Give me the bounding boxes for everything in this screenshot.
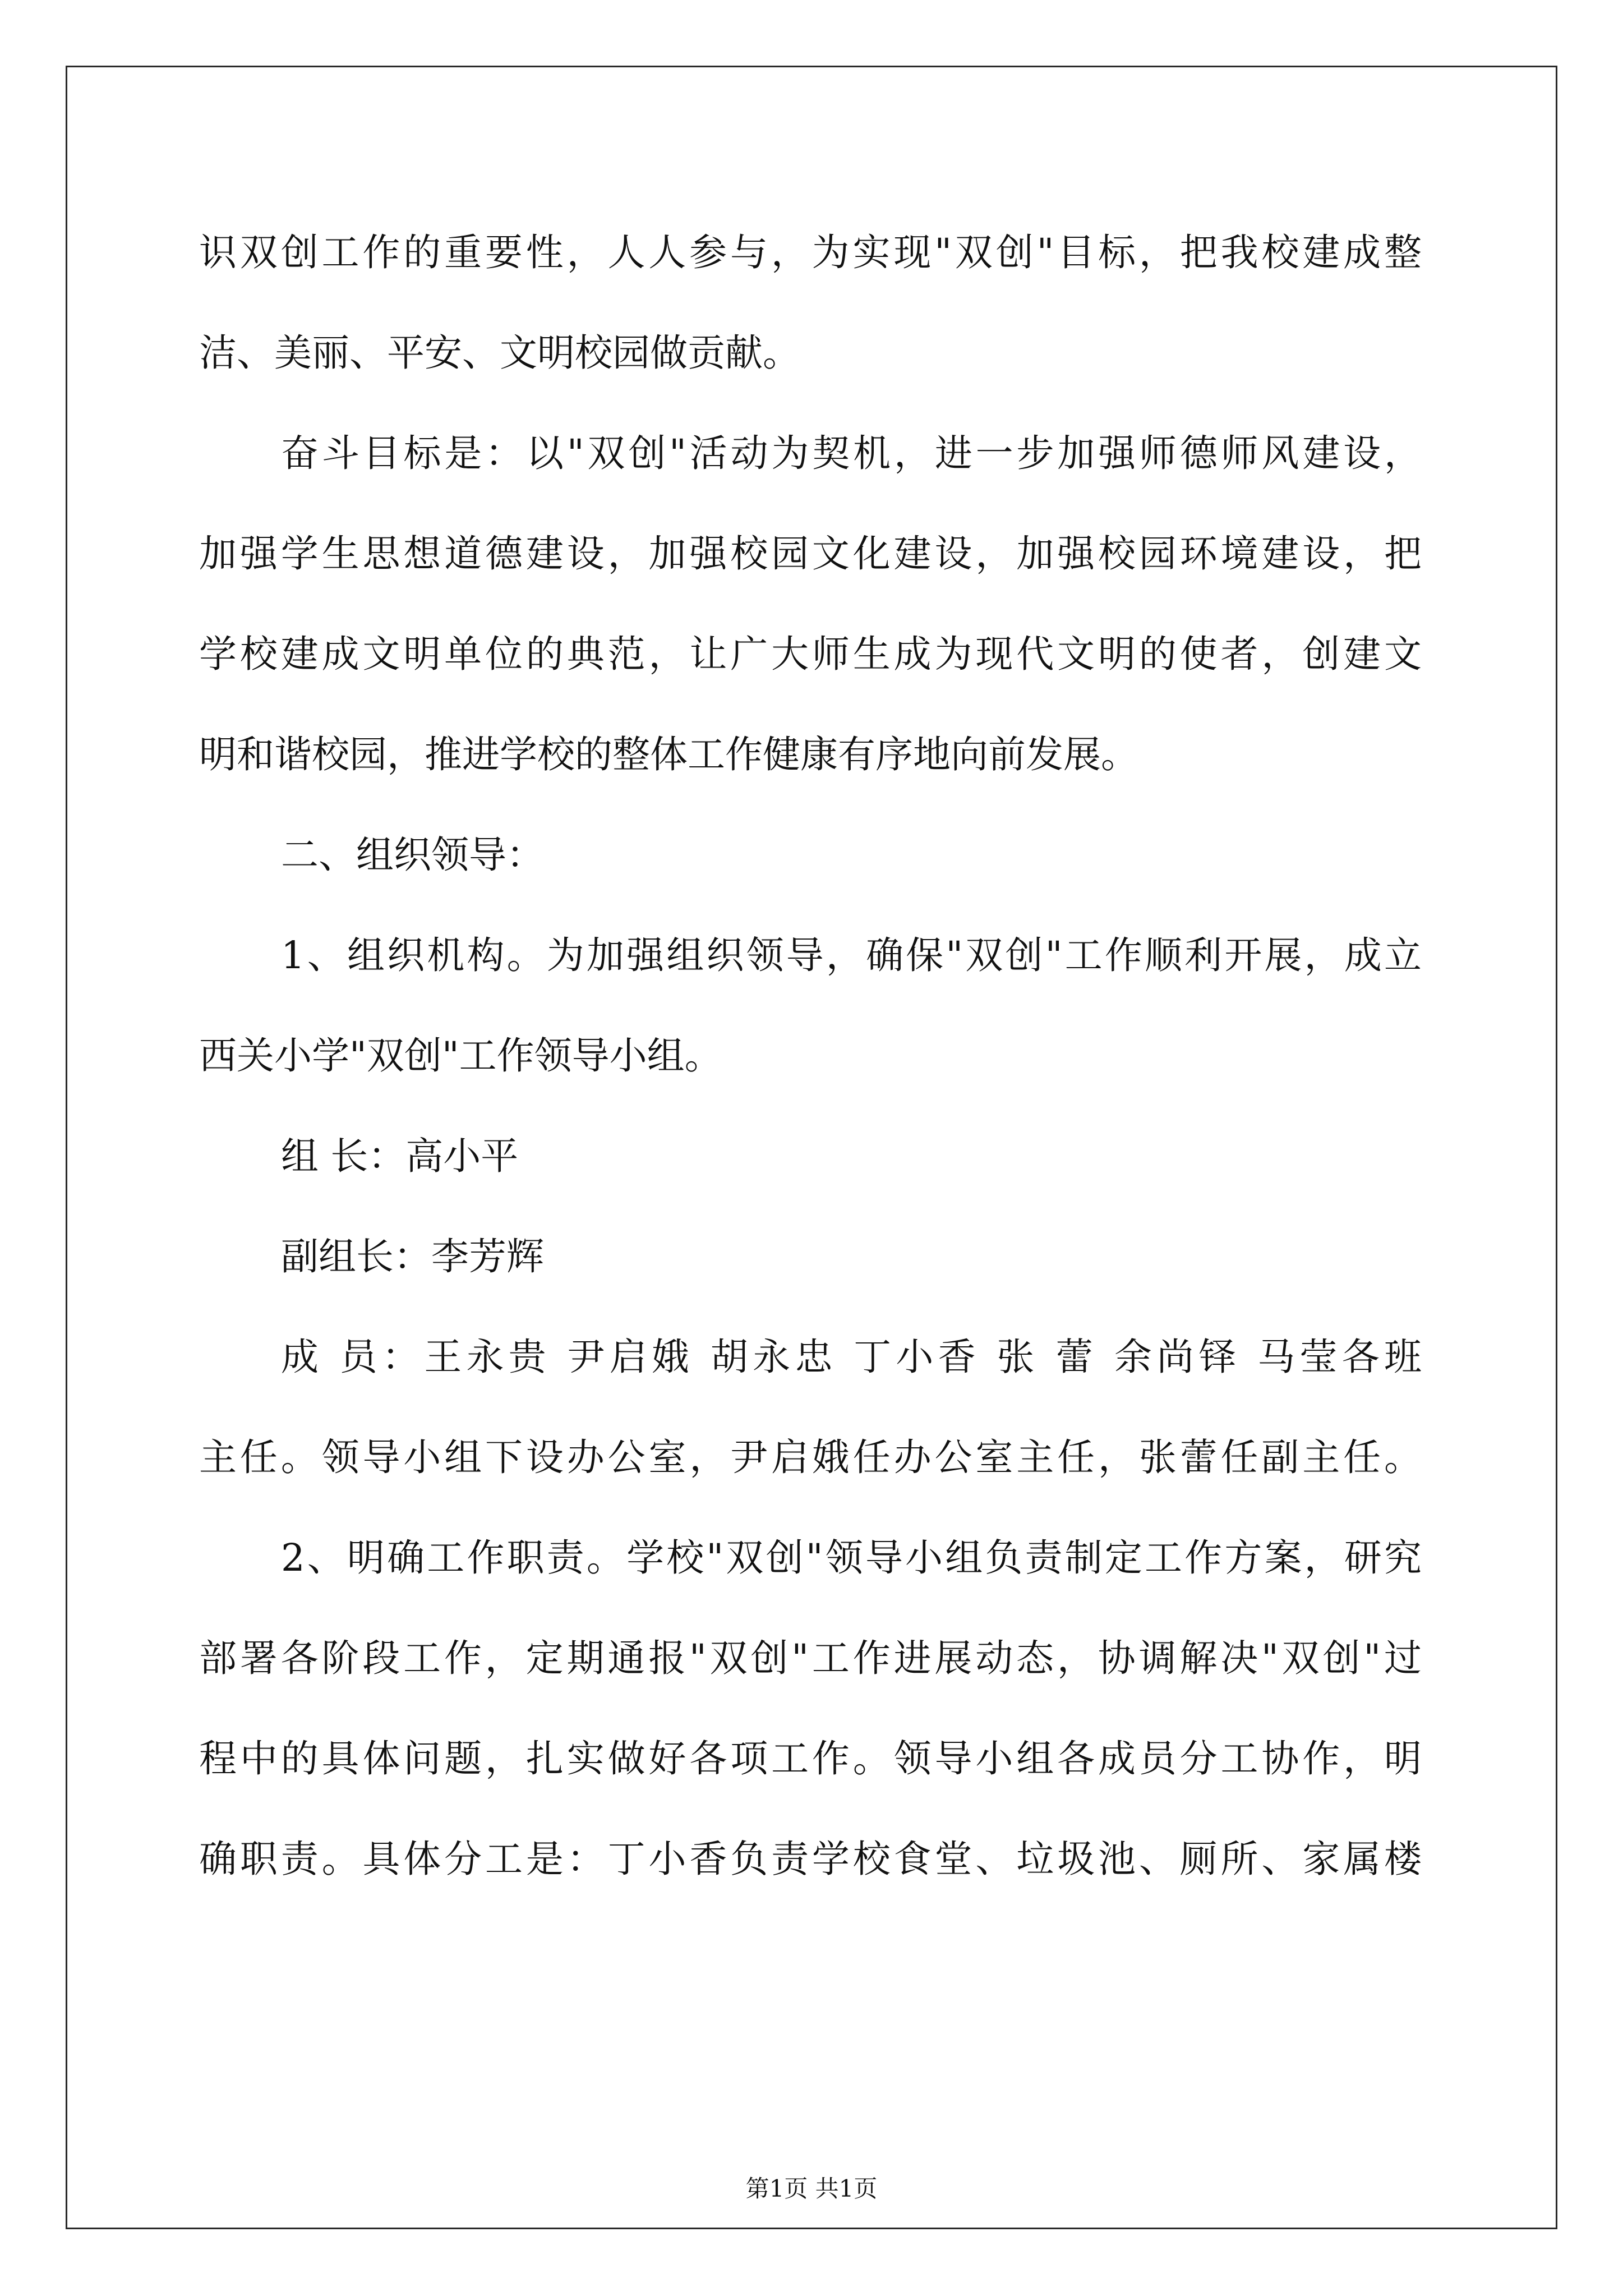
text-line: 识双创工作的重要性，人人参与，为实现"双创"目标，把我校建成整 (199, 231, 1422, 274)
text-line: 主任。领导小组下设办公室，尹启娥任办公室主任，张蕾任副主任。 (199, 1435, 1422, 1479)
text-line: 副组长：李芳辉 (281, 1235, 544, 1278)
text-line: 西关小学"双创"工作领导小组。 (199, 1034, 722, 1078)
text-line: 成 员：王永贵 尹启娥 胡永忠 丁小香 张 蕾 余尚铎 马莹各班 (281, 1335, 1422, 1379)
text-line: 2、明确工作职责。学校"双创"领导小组负责制定工作方案，研究 (281, 1536, 1422, 1580)
text-line: 确职责。具体分工是：丁小香负责学校食堂、垃圾池、厕所、家属楼 (199, 1837, 1422, 1881)
text-line: 加强学生思想道德建设，加强校园文化建设，加强校园环境建设，把 (199, 532, 1422, 576)
text-line: 程中的具体问题，扎实做好各项工作。领导小组各成员分工协作，明 (199, 1737, 1422, 1780)
text-line: 洁、美丽、平安、文明校园做贡献。 (199, 331, 800, 375)
text-line: 明和谐校园，推进学校的整体工作健康有序地向前发展。 (199, 733, 1138, 776)
text-line: 奋斗目标是：以"双创"活动为契机，进一步加强师德师风建设， (281, 431, 1422, 475)
document-body (199, 219, 1422, 1926)
text-line: 部署各阶段工作，定期通报"双创"工作进展动态，协调解决"双创"过 (199, 1636, 1422, 1680)
section-heading: 二、组织领导： (281, 833, 544, 877)
text-line: 1、组织机构。为加强组织领导，确保"双创"工作顺利开展，成立 (281, 933, 1422, 977)
text-line: 学校建成文明单位的典范，让广大师生成为现代文明的使者，创建文 (199, 632, 1422, 676)
text-line: 组 长：高小平 (281, 1134, 519, 1178)
page-number-footer: 第1页 共1页 (745, 2175, 878, 2202)
